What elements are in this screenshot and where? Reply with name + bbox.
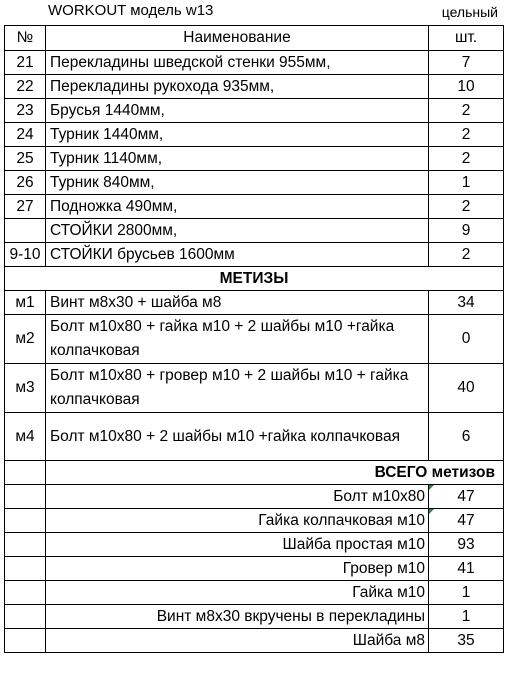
hardware-qty-cell[interactable]: 6 <box>429 413 504 461</box>
totals-name-cell[interactable]: Гайка м10 <box>46 581 429 605</box>
item-num-cell[interactable]: 26 <box>5 171 46 195</box>
item-num-cell[interactable]: 25 <box>5 147 46 171</box>
item-qty-cell[interactable]: 2 <box>429 147 504 171</box>
item-row <box>5 219 504 243</box>
sheet-subtitle: цельный <box>441 4 498 20</box>
blank-cell[interactable] <box>5 461 46 485</box>
item-name-cell[interactable]: Подножка 490мм, <box>46 195 429 219</box>
hardware-section-row <box>5 267 504 291</box>
item-name-cell[interactable]: Турник 1440мм, <box>46 123 429 147</box>
totals-row <box>5 509 504 533</box>
totals-row <box>5 581 504 605</box>
item-num-cell[interactable]: 22 <box>5 75 46 99</box>
hardware-row <box>5 413 504 461</box>
item-num-cell[interactable]: 9-10 <box>5 243 46 267</box>
totals-row <box>5 557 504 581</box>
header-row <box>5 26 504 51</box>
item-row <box>5 75 504 99</box>
blank-cell[interactable] <box>5 557 46 581</box>
column-header-qty[interactable]: шт. <box>429 26 504 51</box>
item-num-cell[interactable]: 23 <box>5 99 46 123</box>
item-name-cell[interactable]: Перекладины шведской стенки 955мм, <box>46 51 429 75</box>
totals-name-cell[interactable]: Шайба простая м10 <box>46 533 429 557</box>
item-qty-cell[interactable]: 2 <box>429 99 504 123</box>
hardware-qty-cell[interactable]: 0 <box>429 315 504 364</box>
totals-qty-cell[interactable]: 41 <box>429 557 504 581</box>
blank-cell[interactable] <box>5 533 46 557</box>
totals-qty-cell[interactable]: 47 <box>429 485 504 509</box>
totals-qty-cell[interactable]: 35 <box>429 629 504 653</box>
totals-name-cell[interactable]: Гайка колпачковая м10 <box>46 509 429 533</box>
item-qty-cell[interactable]: 7 <box>429 51 504 75</box>
hardware-name-cell[interactable]: Болт м10х80 + 2 шайбы м10 +гайка колпачковая <box>46 413 429 461</box>
totals-name-cell[interactable]: Болт м10х80 <box>46 485 429 509</box>
totals-qty-cell[interactable]: 93 <box>429 533 504 557</box>
totals-qty-cell[interactable]: 1 <box>429 581 504 605</box>
blank-cell[interactable] <box>5 581 46 605</box>
item-name-cell[interactable]: Турник 840мм, <box>46 171 429 195</box>
item-qty-cell[interactable]: 10 <box>429 75 504 99</box>
item-row <box>5 243 504 267</box>
item-name-cell[interactable]: СТОЙКИ 2800мм, <box>46 219 429 243</box>
hardware-num-cell[interactable]: м1 <box>5 291 46 315</box>
hardware-num-cell[interactable]: м4 <box>5 413 46 461</box>
item-num-cell[interactable]: 21 <box>5 51 46 75</box>
hardware-row <box>5 291 504 315</box>
hardware-name-cell[interactable]: Болт м10х80 + гайка м10 + 2 шайбы м10 +гайка колпачковая <box>46 315 429 364</box>
totals-title[interactable]: ВСЕГО метизов <box>46 461 504 485</box>
blank-cell[interactable] <box>5 485 46 509</box>
blank-cell[interactable] <box>5 629 46 653</box>
item-num-cell[interactable] <box>5 219 46 243</box>
totals-row <box>5 629 504 653</box>
totals-row <box>5 533 504 557</box>
totals-qty-cell[interactable]: 1 <box>429 605 504 629</box>
item-row <box>5 123 504 147</box>
hardware-name-cell[interactable]: Винт м8х30 + шайба м8 <box>46 291 429 315</box>
item-num-cell[interactable]: 24 <box>5 123 46 147</box>
item-num-cell[interactable]: 27 <box>5 195 46 219</box>
item-row <box>5 51 504 75</box>
item-row <box>5 195 504 219</box>
blank-cell[interactable] <box>5 605 46 629</box>
item-row <box>5 171 504 195</box>
parts-table <box>4 25 504 653</box>
item-name-cell[interactable]: СТОЙКИ брусьев 1600мм <box>46 243 429 267</box>
sheet-title: WORKOUT модель w13 <box>48 2 214 19</box>
hardware-row <box>5 364 504 413</box>
totals-name-cell[interactable]: Гровер м10 <box>46 557 429 581</box>
item-qty-cell[interactable]: 1 <box>429 171 504 195</box>
column-header-num[interactable]: № <box>5 26 46 51</box>
item-qty-cell[interactable]: 2 <box>429 123 504 147</box>
hardware-num-cell[interactable]: м3 <box>5 364 46 413</box>
item-qty-cell[interactable]: 2 <box>429 195 504 219</box>
hardware-name-cell[interactable]: Болт м10х80 + гровер м10 + 2 шайбы м10 + гайка колпачковая <box>46 364 429 413</box>
totals-name-cell[interactable]: Шайба м8 <box>46 629 429 653</box>
totals-name-cell[interactable]: Винт м8х30 вкручены в перекладины <box>46 605 429 629</box>
hardware-num-cell[interactable]: м2 <box>5 315 46 364</box>
totals-title-row <box>5 461 504 485</box>
hardware-qty-cell[interactable]: 34 <box>429 291 504 315</box>
totals-row <box>5 485 504 509</box>
item-qty-cell[interactable]: 9 <box>429 219 504 243</box>
item-row <box>5 147 504 171</box>
column-header-name[interactable]: Наименование <box>46 26 429 51</box>
hardware-row <box>5 315 504 364</box>
item-name-cell[interactable]: Перекладины рукохода 935мм, <box>46 75 429 99</box>
item-qty-cell[interactable]: 2 <box>429 243 504 267</box>
hardware-qty-cell[interactable]: 40 <box>429 364 504 413</box>
totals-row <box>5 605 504 629</box>
item-name-cell[interactable]: Брусья 1440мм, <box>46 99 429 123</box>
totals-qty-cell[interactable]: 47 <box>429 509 504 533</box>
hardware-section-title[interactable]: МЕТИЗЫ <box>5 267 504 291</box>
blank-cell[interactable] <box>5 509 46 533</box>
item-row <box>5 99 504 123</box>
item-name-cell[interactable]: Турник 1140мм, <box>46 147 429 171</box>
